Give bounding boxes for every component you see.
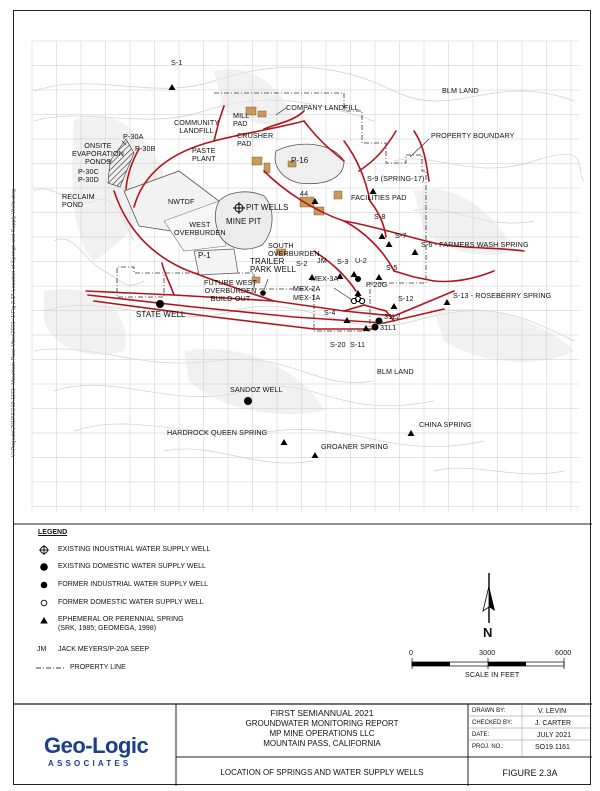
legend-crosshair-well-symbol — [39, 545, 49, 555]
checked-by-label: CHECKED BY: — [472, 720, 513, 726]
company-logo-subtitle: ASSOCIATES — [48, 759, 132, 768]
report-line-4: MOUNTAIN PASS, CALIFORNIA — [263, 739, 381, 748]
label-p30c: P-30C — [78, 167, 99, 176]
label-state-well: STATE WELL — [136, 310, 186, 319]
legend-item-text: EXISTING DOMESTIC WATER SUPPLY WELL — [58, 563, 206, 570]
legend-open-circle-symbol — [41, 600, 47, 606]
scale-tick: 0 — [409, 648, 414, 657]
label-p30b: P-30B — [135, 144, 156, 153]
report-line-3: MP MINE OPERATIONS LLC — [269, 729, 375, 738]
legend-jm-symbol: JM — [37, 646, 47, 653]
label-mex1a: MEX-1A — [293, 293, 321, 302]
label-s3: S-3 — [337, 257, 349, 266]
report-line-1: FIRST SEMIANNUAL 2021 — [270, 708, 374, 718]
checked-by-value: J. CARTER — [535, 720, 572, 727]
spring-groaner — [312, 452, 319, 458]
label-p30a: P-30A — [123, 132, 144, 141]
legend-item-text: FORMER INDUSTRIAL WATER SUPPLY WELL — [58, 581, 209, 588]
trailer-park-well — [260, 290, 266, 296]
label-mex2a: MEX-2A — [293, 284, 321, 293]
label-nwtdf: NWTDF — [168, 197, 195, 206]
label-s20: S-20 — [330, 340, 346, 349]
label-mill-pad: MILL PAD — [233, 111, 250, 128]
label-paste-plant: PASTE PLANT — [192, 146, 216, 163]
legend-item-text: EPHEMERAL OR PERENNIAL SPRING — [58, 616, 184, 623]
label-west-overburden: WEST OVERBURDEN — [174, 220, 226, 237]
label-u2: U-2 — [355, 256, 367, 265]
spring-s8 — [379, 233, 386, 239]
scale-caption: SCALE IN FEET — [465, 670, 520, 679]
label-s11: S-11 — [350, 340, 366, 349]
label-p1: P-1 — [198, 251, 211, 260]
sandoz-well — [244, 397, 252, 405]
spring-hardrock-queen — [281, 439, 288, 445]
label-s9: S-9 (SPRING-17) — [367, 174, 425, 183]
label-p20g: P-20G — [366, 280, 388, 289]
label-blm-land-north: BLM LAND — [442, 86, 479, 95]
spring-s20 — [363, 325, 370, 331]
spring-u2 — [351, 271, 358, 277]
label-china-spring: CHINA SPRING — [419, 420, 472, 429]
spring-s13 — [444, 299, 451, 305]
scale-tick: 6000 — [555, 648, 572, 657]
file-path-text: V:\Projects\2019\SO19.1161~Mountain Pass Mine\2021~1\Fig 2.3A Location of Springs and Supply Wells.dwg — [11, 188, 17, 457]
scale-bar — [412, 658, 564, 669]
label-s1: S-1 — [171, 58, 183, 67]
label-p16: P-16 — [291, 156, 309, 165]
label-s6: S-6 - FARMERS WASH SPRING — [421, 240, 529, 249]
figure-number: FIGURE 2.3A — [502, 768, 558, 778]
label-s12: S-12 — [398, 294, 414, 303]
label-community-landfill: COMMUNITY LANDFILL — [174, 118, 220, 135]
label-p30d: P-30D — [78, 175, 99, 184]
figure-title: LOCATION OF SPRINGS AND WATER SUPPLY WELLS — [220, 768, 424, 777]
legend-item-text: PROPERTY LINE — [70, 664, 126, 671]
date-label: DATE: — [472, 732, 490, 738]
label-company-landfill: COMPANY LANDFILL — [286, 103, 359, 112]
label-future-west-overburden: FUTURE WEST OVERBURDEN BUILD-OUT — [204, 278, 258, 303]
spring-s1 — [169, 84, 176, 90]
label-s13: S-13 - ROSEBERRY SPRING — [453, 291, 552, 300]
label-crusher-pad: CRUSHER PAD — [237, 131, 274, 148]
label-pit-wells: PIT WELLS — [246, 203, 289, 212]
label-south-overburden: SOUTH OVERBURDEN — [268, 241, 320, 258]
scale-tick: 3000 — [479, 648, 496, 657]
label-s8: S-8 — [374, 212, 386, 221]
well-31l1 — [372, 324, 379, 331]
label-sandoz-well: SANDOZ WELL — [230, 385, 283, 394]
report-line-2: GROUNDWATER MONITORING REPORT — [245, 719, 399, 728]
label-groaner-spring: GROANER SPRING — [321, 442, 389, 451]
drawn-by-value: V. LEVIN — [538, 708, 567, 715]
company-logo: Geo-Logic — [44, 733, 149, 758]
label-reclaim-pond: RECLAIM POND — [62, 192, 95, 209]
label-31l2: 31L2 — [384, 312, 401, 321]
spring-s7 — [386, 241, 393, 247]
legend-filled-circle-symbol — [40, 563, 48, 571]
spring-s12 — [391, 303, 398, 309]
legend-item-text: FORMER DOMESTIC WATER SUPPLY WELL — [58, 599, 204, 606]
label-onsite-ponds: ONSITE EVAPORATION PONDS — [72, 141, 124, 166]
label-jm: JM — [317, 256, 327, 265]
map-sheet — [13, 10, 591, 785]
legend-item-text: (SRK, 1985; GEOMEGA, 1998) — [58, 625, 157, 632]
date-value: JULY 2021 — [537, 732, 571, 739]
label-s5: S-5 — [386, 263, 398, 272]
label-s7: S-7 — [395, 231, 407, 240]
project-number-value: SO19.1161 — [535, 744, 570, 751]
label-44: 44 — [300, 189, 309, 198]
north-arrow-icon — [483, 573, 495, 623]
legend-item-text: EXISTING INDUSTRIAL WATER SUPPLY WELL — [58, 546, 211, 553]
label-hardrock-queen-spring: HARDROCK QUEEN SPRING — [167, 428, 268, 437]
legend-triangle-symbol — [40, 617, 48, 624]
state-well — [156, 300, 164, 308]
label-s2: S-2 — [296, 259, 308, 268]
p16-pond — [275, 144, 344, 184]
label-mine-pit: MINE PIT — [226, 217, 262, 226]
legend-title: LEGEND — [38, 529, 68, 536]
label-blm-land-south: BLM LAND — [377, 367, 414, 376]
well-u2 — [355, 276, 361, 282]
label-property-boundary: PROPERTY BOUNDARY — [431, 131, 515, 140]
label-facilities-pad: FACILITIES PAD — [351, 193, 407, 202]
project-number-label: PROJ. NO.: — [472, 744, 504, 750]
label-mex3a: MEX-3A — [311, 274, 339, 283]
spring-s6 — [412, 249, 419, 255]
label-s4: S-4 — [324, 308, 336, 317]
drawn-by-label: DRAWN BY: — [472, 708, 506, 714]
label-trailer-park-well: TRAILER PARK WELL — [250, 257, 297, 274]
legend-item-text: JACK MEYERS/P-20A SEEP — [58, 646, 150, 653]
north-letter: N — [483, 625, 493, 640]
legend-former-industrial-symbol — [41, 582, 48, 589]
label-31l1: 31L1 — [380, 323, 397, 332]
